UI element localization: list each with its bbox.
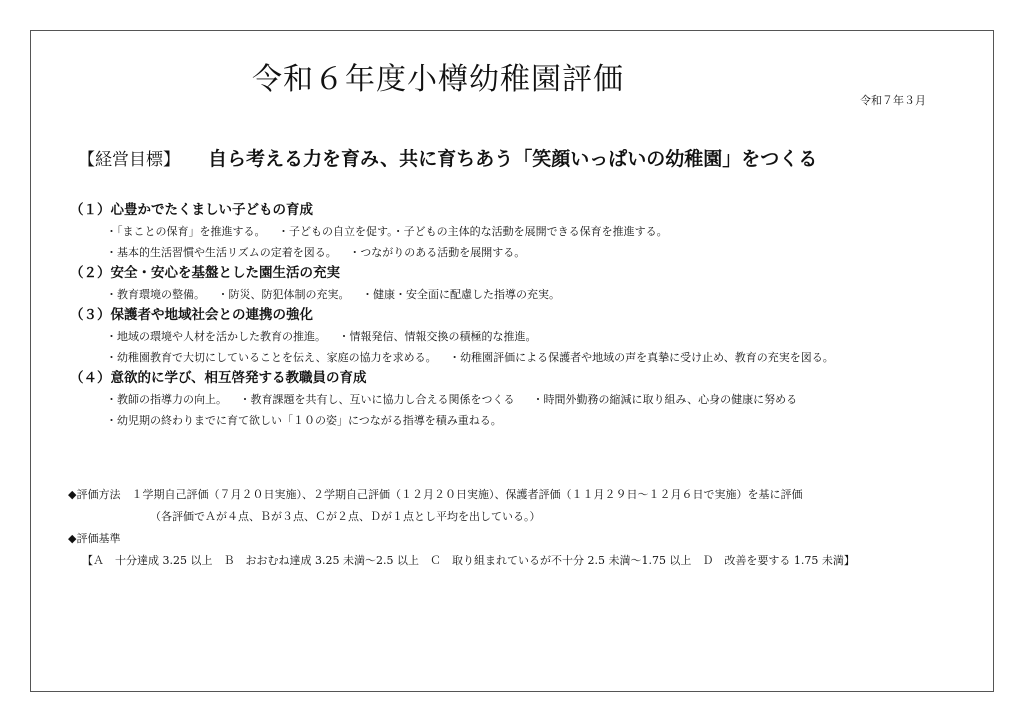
document-date: 令和７年３月: [860, 94, 926, 107]
list-item: ・防災、防犯体制の充実。: [217, 288, 344, 301]
section-1: [70, 200, 970, 263]
goal-label: 【経営目標】: [78, 150, 180, 170]
section-title: （４）意欲的に学び、相互啓発する教職員の育成: [70, 370, 367, 386]
section-line: [70, 284, 970, 305]
list-item: ・「まことの保育」を推進する。: [106, 225, 260, 238]
evaluation-method: ◆評価方法 １学期自己評価（７月２０日実施）、２学期自己評価（１２月２０日実施）、保護者評価（１１月２９日～１２月６日で実施）を基に評価: [68, 488, 803, 501]
evaluation-criteria-title: ◆評価基準: [68, 532, 121, 545]
list-item: ・教育課題を共有し、互いに協力し合える関係をつくる: [239, 393, 515, 406]
goal-sections: [70, 200, 970, 431]
section-title: （２）安全・安心を基盤とした園生活の充実: [70, 265, 340, 281]
evaluation-criteria: 【Ａ 十分達成 3.25 以上 Ｂ おおむね達成 3.25 未満～2.5 以上 Ｃ 取り組まれているが不十分 2.5 未満～1.75 以上 Ｄ 改善を要する 1.75 未満】: [82, 554, 855, 567]
section-title: （１）心豊かでたくましい子どもの育成: [70, 202, 313, 218]
section-line: [70, 242, 970, 263]
list-item: ・健康・安全面に配慮した指導の充実。: [362, 288, 560, 301]
section-3: [70, 305, 970, 368]
list-item: ・教育環境の整備。: [106, 288, 200, 301]
section-4: [70, 368, 970, 431]
section-line: [70, 221, 970, 242]
management-goal: [78, 144, 817, 171]
section-line: [70, 410, 970, 431]
evaluation-method-note: （各評価でＡが４点、Ｂが３点、Ｃが２点、Ｄが１点とし平均を出している。）: [150, 510, 541, 523]
list-item: ・基本的生活習慣や生活リズムの定着を図る。: [106, 246, 332, 259]
list-item: ・幼児期の終わりまでに育て欲しい「１０の姿」につながる指導を積み重ねる。: [106, 414, 502, 427]
list-item: ・子どもの自立を促す。・子どもの主体的な活動を展開できる保育を推進する。: [278, 225, 668, 238]
section-2: [70, 263, 970, 305]
list-item: ・幼稚園教育で大切にしていることを伝え、家庭の協力を求める。: [106, 351, 432, 364]
section-line: [70, 389, 970, 410]
list-item: ・つながりのある活動を展開する。: [349, 246, 526, 259]
goal-text: 自ら考える力を育み、共に育ちあう「笑顔いっぱいの幼稚園」をつくる: [208, 148, 818, 170]
section-line: [70, 326, 970, 347]
list-item: ・情報発信、情報交換の積極的な推進。: [338, 330, 537, 343]
evaluation-block: [68, 484, 968, 572]
section-title: （３）保護者や地域社会との連携の強化: [70, 307, 313, 323]
page-title: 令和６年度小樽幼稚園評価: [252, 62, 624, 97]
list-item: ・幼稚園評価による保護者や地域の声を真摯に受け止め、教育の充実を図る。: [449, 351, 834, 364]
list-item: ・時間外勤務の縮減に取り組み、心身の健康に努める: [532, 393, 798, 406]
list-item: ・地域の環境や人材を活かした教育の推進。: [106, 330, 321, 343]
section-line: [70, 347, 970, 368]
list-item: ・教師の指導力の向上。: [106, 393, 222, 406]
